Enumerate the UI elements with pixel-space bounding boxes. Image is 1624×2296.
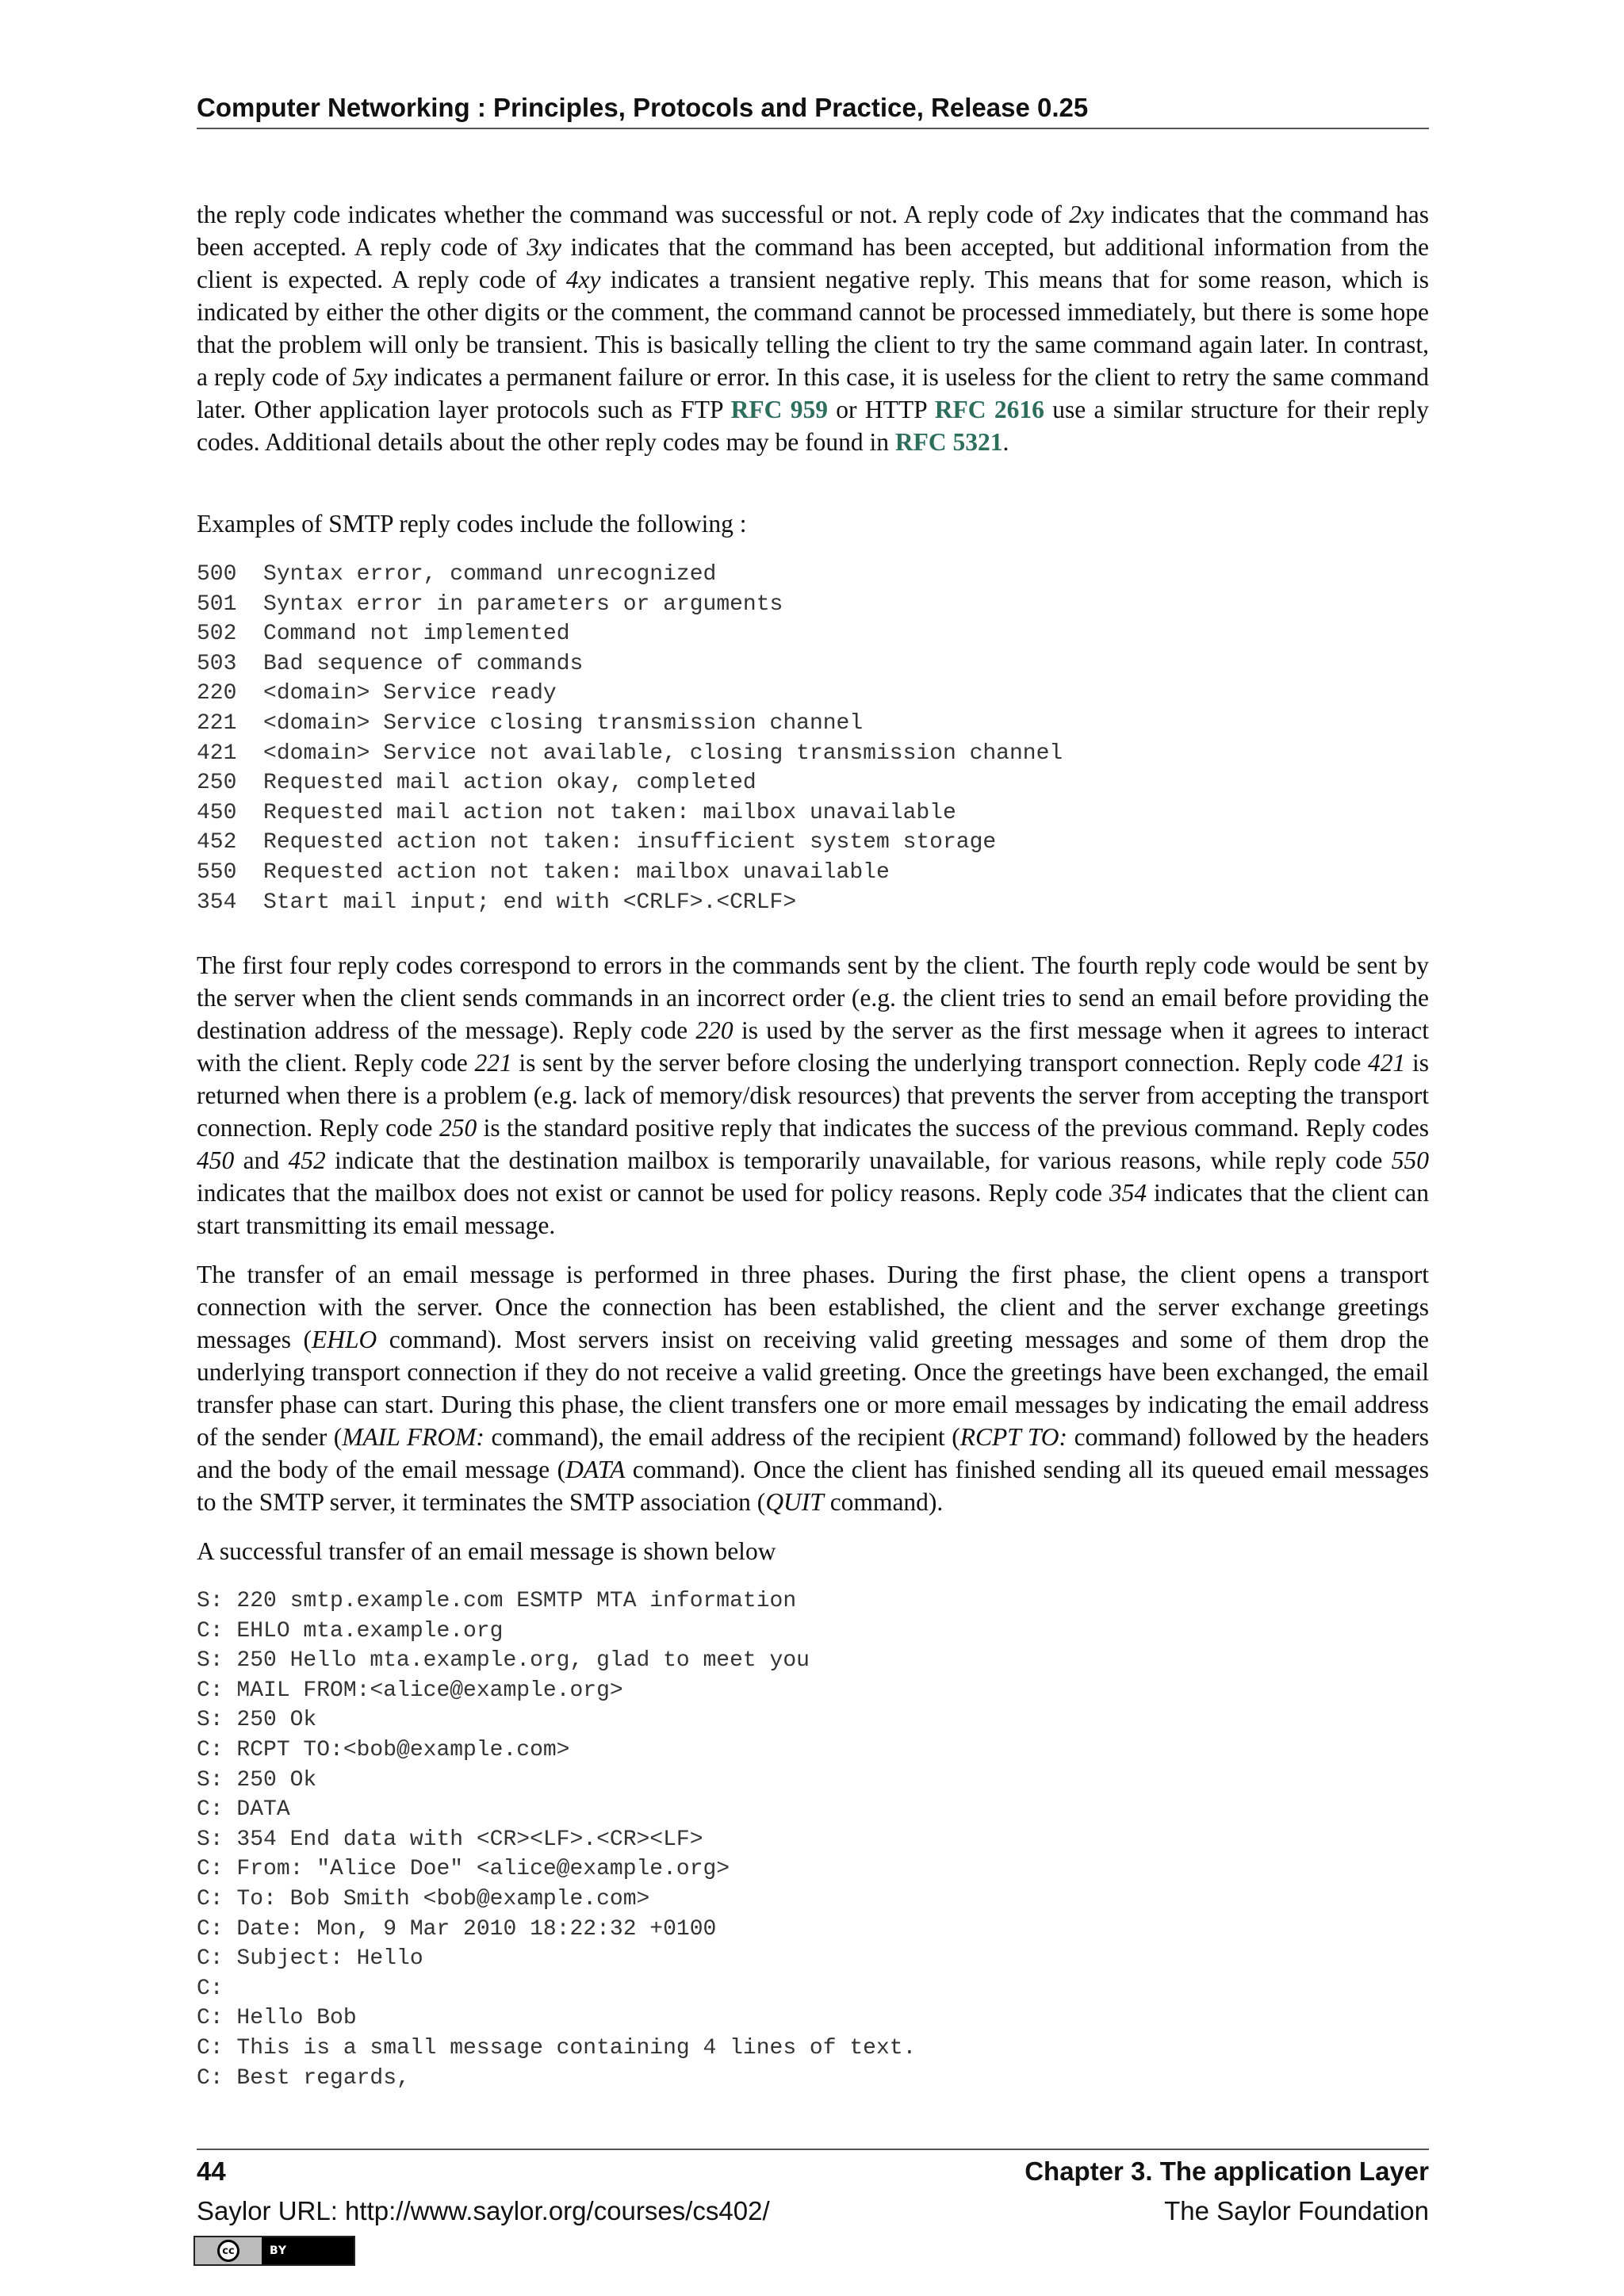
reply-code-row: [197, 798, 1429, 828]
code-ref-550: 550: [1391, 1146, 1430, 1174]
transcript-line: S: 220 smtp.example.com ESMTP MTA information: [197, 1589, 797, 1613]
transcript-line: S: 250 Ok: [197, 1767, 317, 1793]
transcript-line: C: This is a small message containing 4 lines of text.: [197, 2035, 917, 2061]
reply-code-row: [197, 888, 1429, 918]
reply-codes-code-block: [197, 560, 1429, 917]
reply-class-4xy: 4xy: [565, 266, 601, 293]
command-quit: QUIT: [765, 1488, 824, 1516]
transcript-line: C: MAIL FROM:<alice@example.org>: [197, 1678, 623, 1703]
reply-class-5xy: 5xy: [352, 363, 388, 391]
reply-code-text: Start mail input; end with <CRLF>.<CRLF>: [263, 890, 797, 915]
text-span: command). Once the client has finished sending all its queued email messages to the SMTP server, it terminates the SMTP association (: [197, 1456, 1429, 1516]
reply-code-text: <domain> Service closing transmission channel: [263, 710, 864, 736]
text-span: indicates that the command has been accepted, but additional information from the client is expected. A reply code of: [197, 233, 1429, 293]
reply-code-text: Command not implemented: [263, 622, 570, 647]
text-span: command).: [823, 1488, 944, 1516]
reply-code-row: [197, 560, 1429, 590]
reply-code-number: 250: [197, 771, 237, 796]
text-span: indicates that the mailbox does not exist or cannot be used for policy reasons. Reply code: [197, 1179, 1109, 1207]
reply-class-2xy: 2xy: [1069, 201, 1104, 228]
cc-by-label: BY: [262, 2237, 354, 2264]
footer-rule: [197, 2149, 1429, 2150]
running-header: Computer Networking : Principles, Protocols and Practice, Release 0.25: [197, 93, 1089, 122]
rfc-5321-link[interactable]: RFC 5321: [894, 428, 1003, 456]
text-span: or HTTP: [827, 396, 935, 423]
reply-code-row: [197, 768, 1429, 798]
reply-code-number: 550: [197, 859, 237, 885]
paragraph-reply-code-explanation: [197, 949, 1429, 1242]
command-rcpt-to: RCPT TO:: [959, 1423, 1068, 1451]
transcript-line: C:: [197, 1976, 224, 2001]
transcript-line: S: 354 End data with <CR><LF>.<CR><LF>: [197, 1827, 703, 1852]
text-span: command), the email address of the recipient (: [484, 1423, 960, 1451]
text-span: .: [1002, 428, 1009, 456]
reply-class-3xy: 3xy: [527, 233, 561, 261]
reply-code-row: [197, 649, 1429, 679]
transcript-line: C: Best regards,: [197, 2065, 410, 2091]
transcript-line: S: 250 Hello mta.example.org, glad to meet you: [197, 1648, 810, 1674]
code-ref-221: 221: [474, 1049, 512, 1077]
text-span: indicates that the command has been accepted. A reply code of: [197, 201, 1429, 261]
transcript-line: S: 250 Ok: [197, 1708, 317, 1733]
text-span: command) followed by the headers and the body of the email message (: [197, 1423, 1429, 1483]
transcript-line: C: From: "Alice Doe" <alice@example.org>: [197, 1857, 730, 1882]
text-span: is sent by the server before closing the underlying transport connection. Reply code: [511, 1049, 1369, 1077]
chapter-title: Chapter 3. The application Layer: [1025, 2156, 1429, 2186]
reply-code-text: Requested action not taken: mailbox unavailable: [263, 859, 890, 885]
page-number: 44: [197, 2156, 226, 2186]
command-data: DATA: [565, 1456, 626, 1483]
reply-code-number: 503: [197, 651, 237, 676]
reply-code-text: <domain> Service ready: [263, 681, 557, 706]
reply-code-number: 220: [197, 681, 237, 706]
reply-code-text: Requested mail action not taken: mailbox unavailable: [263, 800, 956, 825]
code-ref-452: 452: [288, 1146, 326, 1174]
reply-code-text: Syntax error, command unrecognized: [263, 562, 717, 587]
paragraph-examples-intro: Examples of SMTP reply codes include the following :: [197, 510, 747, 538]
text-span: the reply code indicates whether the command was successful or not. A reply code of: [197, 201, 1070, 228]
reply-code-row: [197, 858, 1429, 888]
reply-code-row: [197, 590, 1429, 620]
reply-code-row: [197, 828, 1429, 858]
text-span: and: [234, 1146, 289, 1174]
reply-code-text: Requested mail action okay, completed: [263, 771, 756, 796]
transcript-line: C: EHLO mta.example.org: [197, 1618, 504, 1644]
text-span: is used by the server as the first message when it agrees to interact with the client. Reply code: [197, 1016, 1429, 1077]
cc-by-license-badge[interactable]: [193, 2236, 355, 2266]
reply-code-text: Requested action not taken: insufficient system storage: [263, 830, 997, 855]
reply-code-row: [197, 739, 1429, 769]
header-rule: [197, 128, 1429, 129]
command-ehlo: EHLO: [311, 1326, 377, 1353]
text-span: indicates a permanent failure or error. In this case, it is useless for the client to retry the same command later. Other application layer protocols such as FTP: [197, 363, 1430, 423]
code-ref-421: 421: [1368, 1049, 1406, 1077]
transcript-line: C: To: Bob Smith <bob@example.com>: [197, 1886, 650, 1911]
text-span: is the standard positive reply that indicates the success of the previous command. Reply codes: [477, 1114, 1430, 1142]
transcript-line: C: Date: Mon, 9 Mar 2010 18:22:32 +0100: [197, 1916, 717, 1942]
reply-code-number: 421: [197, 740, 237, 766]
paragraph-transfer-example-intro: A successful transfer of an email message is shown below: [197, 1537, 776, 1565]
paragraph-reply-code-structure: [197, 198, 1429, 458]
code-ref-220: 220: [695, 1016, 733, 1044]
cc-badge-left: [195, 2237, 262, 2264]
reply-code-number: 452: [197, 830, 237, 855]
reply-code-number: 354: [197, 890, 237, 915]
reply-code-row: [197, 619, 1429, 649]
reply-code-number: 501: [197, 591, 237, 617]
reply-code-number: 450: [197, 800, 237, 825]
text-span: command). Most servers insist on receiving valid greeting messages and some of them drop the underlying transport connection if they do not receive a valid greeting. Once the greetings have been exchanged, the email transfer phase can start. During this phase, the client transfers one or more email messages by indicating the email address of the sender (: [197, 1326, 1429, 1451]
reply-code-number: 502: [197, 622, 237, 647]
reply-code-row: [197, 679, 1429, 709]
transcript-line: C: DATA: [197, 1797, 290, 1823]
code-ref-354: 354: [1109, 1179, 1147, 1207]
reply-code-text: Syntax error in parameters or arguments: [263, 591, 783, 617]
rfc-959-link[interactable]: RFC 959: [730, 396, 828, 423]
cc-icon: cc: [217, 2240, 239, 2262]
reply-code-text: <domain> Service not available, closing transmission channel: [263, 740, 1063, 766]
text-span: use a similar structure for their reply codes. Additional details about the other reply codes may be found in: [197, 396, 1429, 456]
rfc-2616-link[interactable]: RFC 2616: [934, 396, 1044, 423]
reply-code-text: Bad sequence of commands: [263, 651, 584, 676]
foundation-name: The Saylor Foundation: [1164, 2196, 1429, 2225]
text-span: is returned when there is a problem (e.g. lack of memory/disk resources) that prevents the server from accepting the transport connection. Reply code: [197, 1049, 1429, 1142]
reply-code-number: 221: [197, 710, 237, 736]
transcript-line: C: Subject: Hello: [197, 1946, 423, 1972]
reply-code-row: [197, 709, 1429, 739]
transcript-line: C: Hello Bob: [197, 2006, 357, 2031]
command-mail-from: MAIL FROM:: [342, 1423, 485, 1451]
text-span: indicate that the destination mailbox is temporarily unavailable, for various reasons, while reply code: [325, 1146, 1392, 1174]
text-span: indicates that the client can start transmitting its email message.: [197, 1179, 1429, 1239]
reply-code-number: 500: [197, 562, 237, 587]
code-ref-250: 250: [439, 1114, 477, 1142]
smtp-transcript-code-block: [197, 1586, 1429, 2093]
text-span: The first four reply codes correspond to errors in the commands sent by the client. The fourth reply code would be sent by the server when the client sends commands in an incorrect order (e.g. the client tries to send an email before providing the destination address of the message). Reply code: [197, 951, 1429, 1044]
text-span: The transfer of an email message is performed in three phases. During the first phase, the client opens a transport connection with the server. Once the connection has been established, the client and the server exchange greetings messages (: [197, 1261, 1429, 1353]
code-ref-450: 450: [197, 1146, 235, 1174]
transcript-line: C: RCPT TO:<bob@example.com>: [197, 1737, 570, 1762]
text-span: indicates a transient negative reply. This means that for some reason, which is indicated by either the other digits or the comment, the command cannot be processed immediately, but there is some hope that the problem will only be transient. This is basically telling the client to try the same command again later. In contrast, a reply code of: [197, 266, 1429, 391]
saylor-url: Saylor URL: http://www.saylor.org/courses/cs402/: [197, 2196, 770, 2225]
paragraph-transfer-phases: [197, 1258, 1429, 1518]
